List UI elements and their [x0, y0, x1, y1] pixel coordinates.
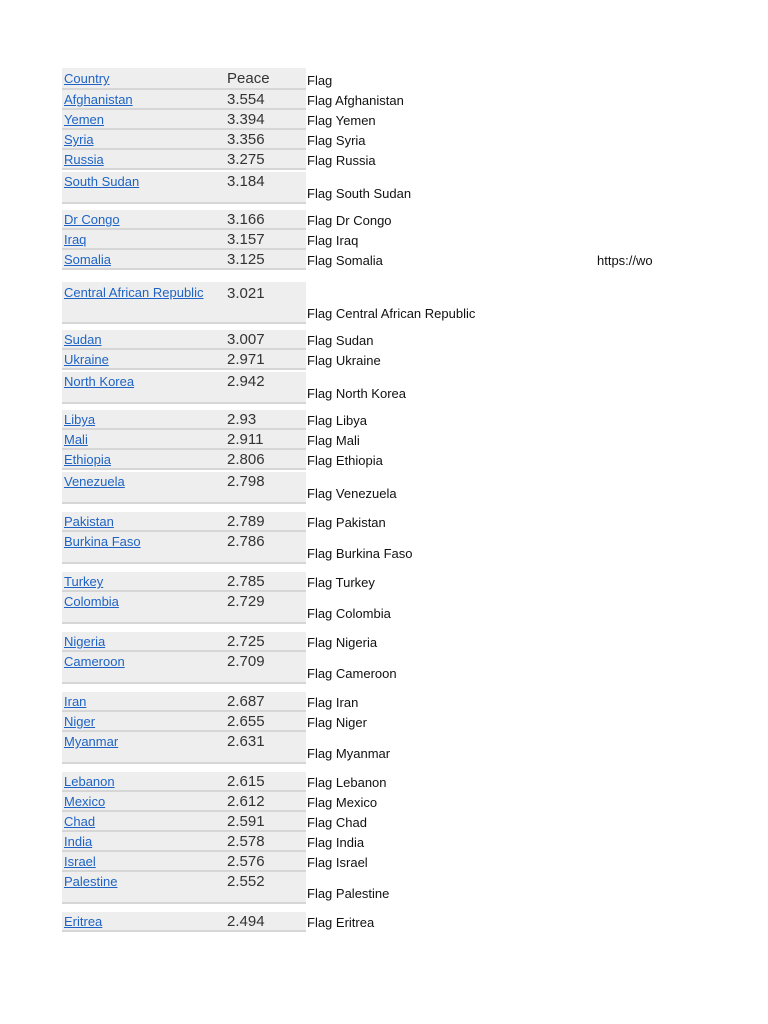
- flag-label: Flag Chad: [307, 815, 367, 830]
- flag-label: Flag Russia: [307, 153, 376, 168]
- country-link[interactable]: Myanmar: [64, 734, 119, 749]
- table-row: [0, 450, 768, 470]
- table-row: [0, 592, 768, 624]
- peace-score: 3.007: [227, 331, 265, 348]
- peace-score: 2.911: [227, 431, 264, 448]
- table-row: [0, 692, 768, 712]
- peace-score: 2.806: [227, 451, 265, 468]
- peace-score: 3.021: [227, 285, 265, 302]
- flag-label: Flag Nigeria: [307, 635, 378, 650]
- flag-label: Flag North Korea: [307, 386, 406, 401]
- peace-score: 3.166: [227, 211, 265, 228]
- flag-label: Flag Palestine: [307, 886, 390, 901]
- country-link[interactable]: Central African Republic: [64, 285, 204, 300]
- flag-label: Flag Burkina Faso: [307, 546, 413, 561]
- flag-label: Flag India: [307, 835, 365, 850]
- country-link[interactable]: Palestine: [64, 874, 118, 889]
- flag-label: Flag Myanmar: [307, 746, 391, 761]
- country-link[interactable]: Israel: [64, 854, 96, 869]
- flag-label: Flag Lebanon: [307, 775, 387, 790]
- flag-label: Flag South Sudan: [307, 186, 412, 201]
- peace-score: 2.576: [227, 853, 265, 870]
- table-row: [0, 372, 768, 404]
- table-row: [0, 772, 768, 792]
- country-link[interactable]: Cameroon: [64, 654, 125, 669]
- row-background: [62, 410, 306, 430]
- country-link[interactable]: North Korea: [64, 374, 135, 389]
- peace-score: 2.578: [227, 833, 265, 850]
- table-row: [0, 472, 768, 504]
- table-row: [0, 652, 768, 684]
- flag-label: Flag Mexico: [307, 795, 378, 810]
- flag-label: Flag Niger: [307, 715, 367, 730]
- flag-label: Flag Syria: [307, 133, 366, 148]
- row-background: [62, 712, 306, 732]
- peace-score: 2.729: [227, 593, 265, 610]
- flag-label: Flag Iraq: [307, 233, 359, 248]
- country-link[interactable]: Mexico: [64, 794, 106, 809]
- country-link[interactable]: India: [64, 834, 93, 849]
- table-row: [0, 712, 768, 732]
- country-link[interactable]: South Sudan: [64, 174, 140, 189]
- country-link[interactable]: Libya: [64, 412, 96, 427]
- header-row: [0, 68, 768, 90]
- peace-score: 2.798: [227, 473, 265, 490]
- flag-label: Flag Somalia: [307, 253, 383, 268]
- row-background: [62, 852, 306, 872]
- country-link[interactable]: Ethiopia: [64, 452, 111, 467]
- url-cell: https://wo: [597, 253, 653, 268]
- peace-score: 3.184: [227, 173, 265, 190]
- country-link[interactable]: Venezuela: [64, 474, 125, 489]
- table-row: [0, 512, 768, 532]
- peace-score: 2.93: [227, 411, 257, 428]
- peace-score: 3.275: [227, 151, 265, 168]
- country-link[interactable]: Afghanistan: [64, 92, 133, 107]
- peace-score: 2.785: [227, 573, 265, 590]
- country-link[interactable]: Chad: [64, 814, 96, 829]
- table-row: [0, 572, 768, 592]
- flag-label: Flag Pakistan: [307, 515, 386, 530]
- table-row: [0, 110, 768, 130]
- country-link[interactable]: Pakistan: [64, 514, 114, 529]
- country-link[interactable]: Syria: [64, 132, 94, 147]
- table-row: [0, 130, 768, 150]
- table-row: [0, 282, 768, 324]
- peace-score: 2.631: [227, 733, 265, 750]
- peace-score: 2.552: [227, 873, 265, 890]
- table-row: [0, 792, 768, 812]
- table-row: [0, 350, 768, 370]
- table-row: [0, 732, 768, 764]
- table-row: [0, 912, 768, 932]
- peace-score: 2.494: [227, 913, 265, 930]
- flag-label: Flag Yemen: [307, 113, 376, 128]
- flag-label: Flag Iran: [307, 695, 359, 710]
- peace-score: 3.157: [227, 231, 265, 248]
- country-link[interactable]: Somalia: [64, 252, 111, 267]
- flag-label: Flag Sudan: [307, 333, 374, 348]
- country-link[interactable]: Mali: [64, 432, 88, 447]
- peace-score: 2.786: [227, 533, 265, 550]
- peace-score: 2.789: [227, 513, 265, 530]
- peace-score: 2.655: [227, 713, 265, 730]
- flag-label: Flag Israel: [307, 855, 368, 870]
- peace-score: 2.709: [227, 653, 265, 670]
- country-link[interactable]: Nigeria: [64, 634, 106, 649]
- table-row: [0, 230, 768, 250]
- table-row: [0, 532, 768, 564]
- flag-label: Flag Eritrea: [307, 915, 375, 930]
- peace-score: 2.942: [227, 373, 265, 390]
- header-peace: Peace: [227, 70, 270, 87]
- country-link[interactable]: Colombia: [64, 594, 119, 609]
- table-row: [0, 172, 768, 204]
- country-link[interactable]: Ukraine: [64, 352, 109, 367]
- peace-score: 2.971: [227, 351, 265, 368]
- country-link[interactable]: Niger: [64, 714, 96, 729]
- row-background: [62, 430, 306, 450]
- table-row: [0, 90, 768, 110]
- country-link[interactable]: Sudan: [64, 332, 102, 347]
- peace-score: 3.356: [227, 131, 265, 148]
- peace-score: 2.725: [227, 633, 265, 650]
- peace-score: 3.554: [227, 91, 265, 108]
- country-link[interactable]: Iraq: [64, 232, 87, 247]
- country-link[interactable]: Russia: [64, 152, 104, 167]
- row-background: [62, 692, 306, 712]
- country-link[interactable]: Lebanon: [64, 774, 115, 789]
- flag-label: Flag Dr Congo: [307, 213, 392, 228]
- peace-score: 3.125: [227, 251, 265, 268]
- country-link[interactable]: Eritrea: [64, 914, 103, 929]
- table-row: [0, 330, 768, 350]
- peace-score: 3.394: [227, 111, 265, 128]
- table-row: [0, 250, 768, 270]
- country-link[interactable]: Iran: [64, 694, 87, 709]
- flag-label: Flag Mali: [307, 433, 360, 448]
- table-row: [0, 632, 768, 652]
- table-row: [0, 852, 768, 872]
- flag-label: Flag Turkey: [307, 575, 375, 590]
- table-row: [0, 210, 768, 230]
- table-row: [0, 430, 768, 450]
- flag-label: Flag Ukraine: [307, 353, 381, 368]
- table-row: [0, 812, 768, 832]
- table-row: [0, 410, 768, 430]
- row-background: [62, 832, 306, 852]
- header-country[interactable]: Country: [64, 71, 110, 86]
- flag-label: Flag Central African Republic: [307, 306, 476, 321]
- row-background: [62, 230, 306, 250]
- peace-score: 2.615: [227, 773, 265, 790]
- flag-label: Flag Ethiopia: [307, 453, 383, 468]
- flag-label: Flag Cameroon: [307, 666, 397, 681]
- country-link[interactable]: Burkina Faso: [64, 534, 141, 549]
- table-row: [0, 832, 768, 852]
- table-row: [0, 150, 768, 170]
- row-background: [62, 130, 306, 150]
- country-link[interactable]: Turkey: [64, 574, 104, 589]
- flag-label: Flag Colombia: [307, 606, 391, 621]
- country-link[interactable]: Dr Congo: [64, 212, 120, 227]
- flag-label: Flag Venezuela: [307, 486, 397, 501]
- header-flag: Flag: [307, 73, 333, 88]
- country-link[interactable]: Yemen: [64, 112, 104, 127]
- row-background: [62, 812, 306, 832]
- peace-score: 2.687: [227, 693, 265, 710]
- flag-label: Flag Afghanistan: [307, 93, 404, 108]
- peace-score: 2.612: [227, 793, 265, 810]
- flag-label: Flag Libya: [307, 413, 367, 428]
- peace-score: 2.591: [227, 813, 265, 830]
- table-row: [0, 872, 768, 904]
